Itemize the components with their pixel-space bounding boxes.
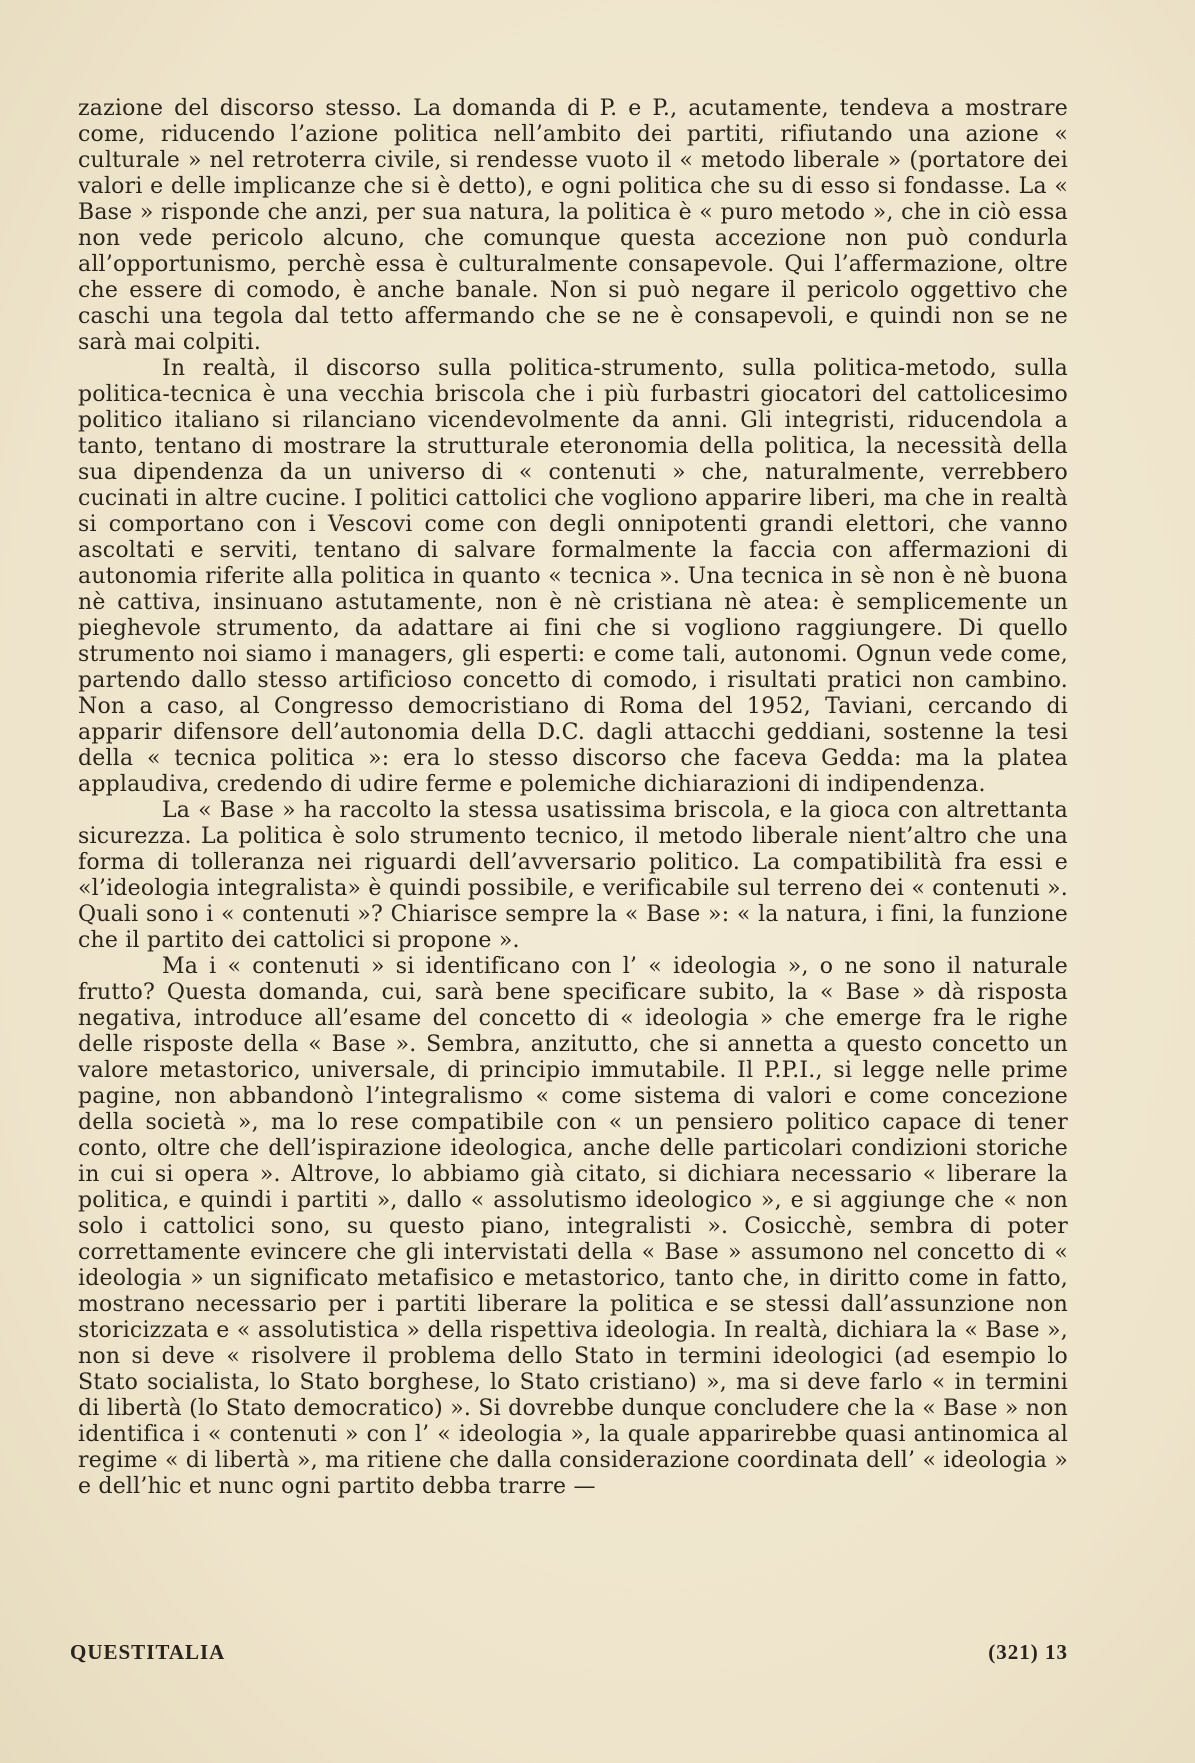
page-number: (321) 13: [988, 1640, 1068, 1664]
paragraph: Ma i « contenuti » si identificano con l’ « ideologia », o ne sono il naturale frutto? Questa domanda, cui, sarà bene specificare subito, la « Base » dà risposta negativa, introduce all’esame del concetto di « ideologia » che emerge fra le righe delle risposte della « Base ». Sembra, anzitutto, che si annetta a questo concetto un valore metastorico, universale, di principio immutabile. Il P.P.I., si legge nelle prime pagine, non abbandonò l’integralismo « come sistema di valori e come concezione della società », ma lo rese compatibile con « un pensiero politico capace di tener conto, oltre che dell’ispirazione ideologica, anche delle particolari condizioni storiche in cui si opera ». Altrove, lo abbiamo già citato, si dichiara necessario « liberare la politica, e quindi i partiti », dallo « assolutismo ideologico », e si aggiunge che « non solo i cattolici sono, su questo piano, integralisti ». Cosicchè, sembra di poter correttamente evincere che gli intervistati della « Base » assumono nel concetto di « ideologia » un significato metafisico e metastorico, tanto che, in diritto come in fatto, mostrano necessario per i partiti liberare la politica e se stessi dall’assunzione non storicizzata e « assolutistica » della rispettiva ideologia. In realtà, dichiara la « Base », non si deve « risolvere il problema dello Stato in termini ideologici (ad esempio lo Stato socialista, lo Stato borghese, lo Stato cristiano) », ma si deve farlo « in termini di libertà (lo Stato democratico) ». Si dovrebbe dunque concludere che la « Base » non identifica i « contenuti » con l’ « ideologia », la quale apparirebbe quasi antinomica al regime « di libertà », ma ritiene che dalla considerazione coordinata dell’ « ideologia » e dell’hic et nunc ogni partito debba trarre —: [78, 954, 1068, 1499]
page-footer: [70, 1640, 1068, 1665]
journal-name: QUESTITALIA: [70, 1640, 226, 1664]
article-body: [78, 96, 1068, 1500]
paragraph: In realtà, il discorso sulla politica-strumento, sulla politica-metodo, sulla politica-tecnica è una vecchia briscola che i più furbastri giocatori del cattolicesimo politico italiano si rilanciano vicendevolmente da anni. Gli integristi, riducendola a tanto, tentano di mostrare la strutturale eteronomia della politica, la necessità della sua dipendenza da un universo di « contenuti » che, naturalmente, verrebbero cucinati in altre cucine. I politici cattolici che vogliono apparire liberi, ma che in realtà si comportano con i Vescovi come con degli onnipotenti grandi elettori, che vanno ascoltati e serviti, tentano di salvare formalmente la faccia con affermazioni di autonomia riferite alla politica in quanto « tecnica ». Una tecnica in sè non è nè buona nè cattiva, insinuano astutamente, non è nè cristiana nè atea: è semplicemente un pieghevole strumento, da adattare ai fini che si vogliono raggiungere. Di quello strumento noi siamo i managers, gli esperti: e come tali, autonomi. Ognun vede come, partendo dallo stesso artificioso concetto di comodo, i risultati pratici non cambino. Non a caso, al Congresso democristiano di Roma del 1952, Taviani, cercando di apparir difensore dell’autonomia della D.C. dagli attacchi geddiani, sostenne la tesi della « tecnica politica »: era lo stesso discorso che faceva Gedda: ma la platea applaudiva, credendo di udire ferme e polemiche dichiarazioni di indipendenza.: [78, 356, 1068, 797]
paragraph: zazione del discorso stesso. La domanda di P. e P., acutamente, tendeva a mostrare come, riducendo l’azione politica nell’ambito dei partiti, rifiutando una azione « culturale » nel retroterra civile, si rendesse vuoto il « metodo liberale » (portatore dei valori e delle implicanze che si è detto), e ogni politica che su di esso si fondasse. La « Base » risponde che anzi, per sua natura, la politica è « puro metodo », che in ciò essa non vede pericolo alcuno, che comunque questa accezione non può condurla all’opportunismo, perchè essa è culturalmente consapevole. Qui l’affermazione, oltre che essere di comodo, è anche banale. Non si può negare il pericolo oggettivo che caschi una tegola dal tetto affermando che se ne è consapevoli, e quindi non se ne sarà mai colpiti.: [78, 96, 1068, 355]
paragraph: La « Base » ha raccolto la stessa usatissima briscola, e la gioca con altrettanta sicurezza. La politica è solo strumento tecnico, il metodo liberale nient’altro che una forma di tolleranza nei riguardi dell’avversario politico. La compatibilità fra essi e «l’ideologia integralista» è quindi possibile, e verificabile sul terreno dei « contenuti ». Quali sono i « contenuti »? Chiarisce sempre la « Base »: « la natura, i fini, la funzione che il partito dei cattolici si propone ».: [78, 798, 1068, 953]
